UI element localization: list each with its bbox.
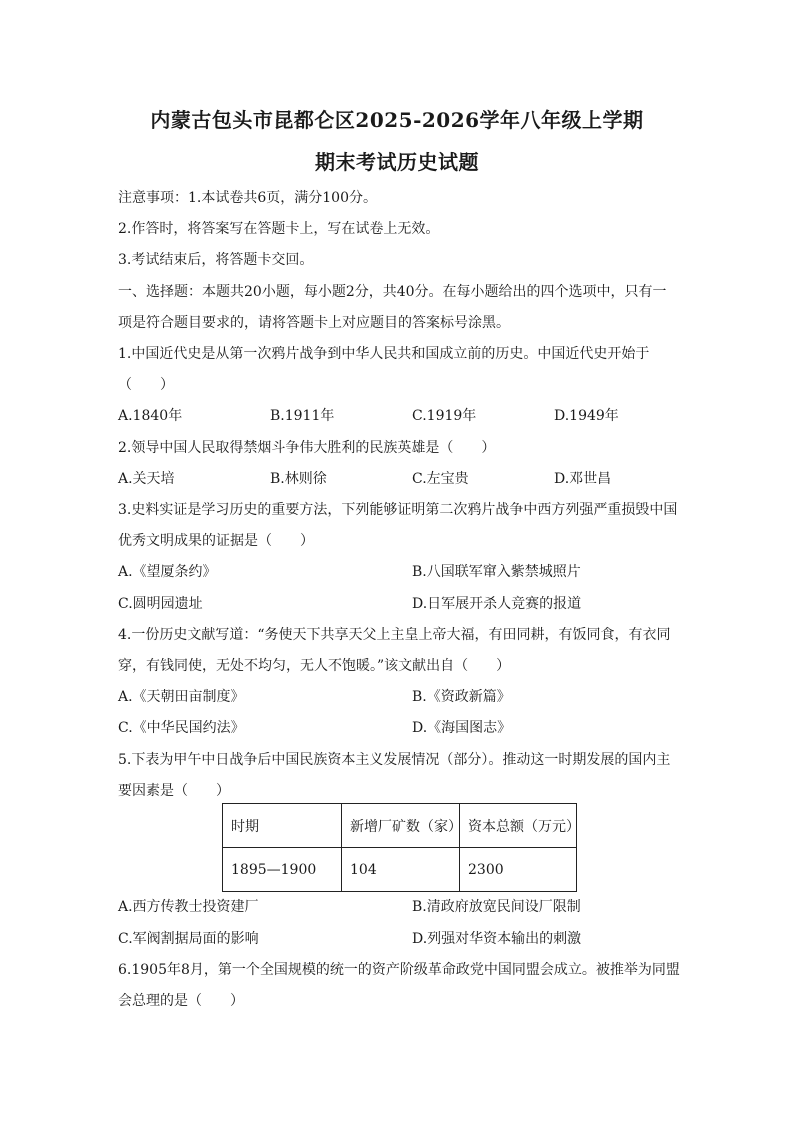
q2-option-d: D.邓世昌 <box>554 471 612 487</box>
section-instructions-line2: 项是符合题目要求的，请将答题卡上对应题目的答案标号涂黑。 <box>118 315 510 331</box>
q1-stem-line1: 1.中国近代史是从第一次鸦片战争到中华人民共和国成立前的历史。中国近代史开始于 <box>118 346 650 362</box>
q5-option-c: C.军阀割据局面的影响 <box>118 931 259 947</box>
q2-option-c: C.左宝贵 <box>412 471 469 487</box>
q1-option-a: A.1840年 <box>118 408 183 424</box>
q5-stem-line1: 5.下表为甲午中日战争后中国民族资本主义发展情况（部分）。推动这一时期发展的国内主 <box>118 752 671 768</box>
notice-line-1: 注意事项：1.本试卷共6页，满分100分。 <box>118 190 377 206</box>
section-instructions-line1: 一、选择题：本题共20小题，每小题2分，共40分。在每小题给出的四个选项中，只有一 <box>118 284 667 300</box>
q3-option-a: A.《望厦条约》 <box>118 564 217 580</box>
q2-option-a: A.关天培 <box>118 471 175 487</box>
table-header-cell: 时期 <box>223 804 342 848</box>
q5-data-table <box>222 803 580 892</box>
q1-option-c: C.1919年 <box>412 408 477 424</box>
notice-line-3: 3.考试结束后，将答题卡交回。 <box>118 252 314 268</box>
q4-stem-line1: 4.一份历史文献写道：“务使天下共享天父上主皇上帝大福，有田同耕，有饭同食，有衣同 <box>118 627 671 643</box>
table-cell: 104 <box>342 848 460 892</box>
q2-option-b: B.林则徐 <box>270 471 327 487</box>
q3-stem-line1: 3.史料实证是学习历史的重要方法，下列能够证明第二次鸦片战争中西方列强严重损毁中国 <box>118 502 678 518</box>
q2-stem-line1: 2.领导中国人民取得禁烟斗争伟大胜利的民族英雄是（ ） <box>118 440 496 456</box>
q4-option-c: C.《中华民国约法》 <box>118 720 245 736</box>
exam-title-line1: 内蒙古包头市昆都仑区2025-2026学年八年级上学期 <box>150 108 644 132</box>
q1-stem-line2: （ ） <box>118 377 174 393</box>
table-header-cell: 新增厂矿数（家） <box>342 804 460 848</box>
q4-option-d: D.《海国图志》 <box>412 720 512 736</box>
table-cell: 1895—1900 <box>223 848 342 892</box>
q1-option-d: D.1949年 <box>554 408 619 424</box>
table-row <box>223 848 577 892</box>
q3-option-d: D.日军展开杀人竞赛的报道 <box>412 596 582 612</box>
q4-option-b: B.《资政新篇》 <box>412 689 511 705</box>
q6-stem-line1: 6.1905年8月，第一个全国规模的统一的资产阶级革命政党中国同盟会成立。被推举为同盟 <box>118 962 680 978</box>
q5-option-b: B.清政府放宽民间设厂限制 <box>412 899 581 915</box>
q6-stem-line2: 会总理的是（ ） <box>118 993 244 1009</box>
q5-option-a: A.西方传教士投资建厂 <box>118 899 259 915</box>
q3-option-b: B.八国联军窜入紫禁城照片 <box>412 564 581 580</box>
q5-option-d: D.列强对华资本输出的刺激 <box>412 931 582 947</box>
q4-stem-line2: 穿，有钱同使，无处不均匀，无人不饱暖。”该文献出自（ ） <box>118 658 511 674</box>
notice-line-2: 2.作答时，将答案写在答题卡上，写在试卷上无效。 <box>118 221 440 237</box>
q1-option-b: B.1911年 <box>270 408 335 424</box>
q5-stem-line2: 要因素是（ ） <box>118 783 230 799</box>
q3-option-c: C.圆明园遗址 <box>118 596 203 612</box>
q4-option-a: A.《天朝田亩制度》 <box>118 689 245 705</box>
q3-stem-line2: 优秀文明成果的证据是（ ） <box>118 533 314 549</box>
exam-title-line2: 期末考试历史试题 <box>315 150 479 174</box>
table-cell: 2300 <box>460 848 577 892</box>
table-header-row <box>223 804 577 848</box>
table-header-cell: 资本总额（万元） <box>460 804 577 848</box>
